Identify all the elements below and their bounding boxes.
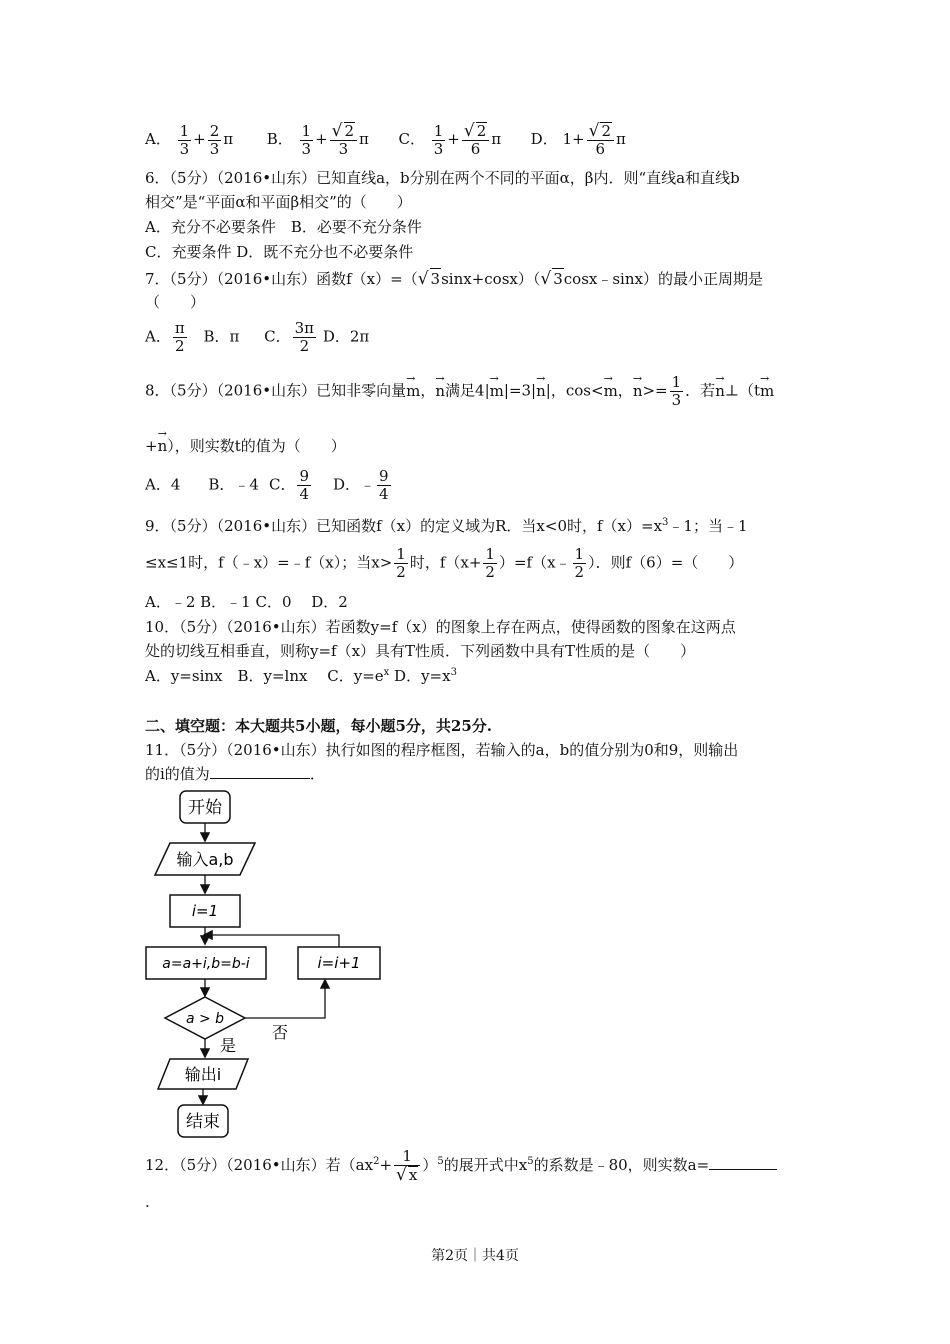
flowchart-condition-label: a > b [185,1011,225,1027]
fraction: $\frac{1}{3}$ [179,121,190,158]
q6-options-cd: C．充要条件 D．既不充分也不必要条件 [145,243,414,261]
q7-paren: （ ） [145,293,206,311]
flowchart-increment-label: i=i+1 [317,954,361,972]
q12-line1: 12．（5分）（2016•山东）若（$ax^2+$ $\frac{1}{√ x}$ ）$^5$的展开式中$x^5$的系数是﹣80，则实数a= [145,1148,777,1184]
q11-line2: 的i的值为 ． [145,765,325,783]
q8-options: A．4 B．﹣4 C． $\frac{9}{4}$ D．﹣ $\frac{9}{4}$ [145,467,389,503]
q7-line1: 7．（5分）（2016•山东）函数f（x）=（√ 3sinx+cosx）（√ 3cosx﹣sinx）的最小正周期是 [145,269,763,289]
sqrt-fraction: $\frac{√ 2}{6}$ [462,122,489,158]
flowchart-init-label: i=1 [191,902,219,920]
section-heading: 二、填空题：本大题共5小题，每小题5分，共25分. [145,717,492,735]
q9-line2: ≤x≤1时，f（﹣x）=﹣f（x）；当x> $\frac{1}{2}$ 时，f（x+ $\frac{1}{2}$ ）=f（x﹣ $\frac{1}{2}$ ）．则f（6）=（ ） [145,545,744,581]
q12-dot: . [145,1193,150,1211]
q8-line2: +→ n），则实数t的值为（ ） [145,430,346,456]
fraction: $\frac{1}{3}$ [433,121,444,158]
flowchart-start-label: 开始 [188,798,222,818]
q7-options: A． $\frac{\pi}{2}$ B．π C． $\frac{3\pi}{2}$ D．2π [145,319,370,355]
flowchart-output-label: 输出i [184,1065,222,1084]
answer-blank[interactable] [210,764,310,779]
flowchart-no-label: 否 [272,1023,289,1042]
sqrt-fraction: $\frac{√ 2}{3}$ [330,122,357,158]
q8-line1: 8．（5分）（2016•山东）已知非零向量→ m，→ n满足4|→ m|=3|→ n|，cos<→ m，→ n>= $\frac{1}{3}$ ．若→ n⊥（t→ m [145,374,774,409]
flowchart-yes-label: 是 [220,1036,237,1055]
flowchart-end-label: 结束 [186,1112,220,1132]
answer-blank[interactable] [709,1155,777,1170]
flowchart [140,785,400,1145]
q10-line1: 10．（5分）（2016•山东）若函数y=f（x）的图象上存在两点，使得函数的图象在这两点 [145,618,736,636]
q9-line1: 9．（5分）（2016•山东）已知函数f（x）的定义域为R．当x<0时，$f(x)=x^3﹣1$；当﹣1 [145,517,748,535]
q6-options-ab: A．充分不必要条件 B．必要不充分条件 [145,218,422,236]
q6-line2: 相交”是“平面α和平面β相交”的（ ） [145,193,412,211]
flowchart-no-arrow [245,981,325,1018]
fraction: $\frac{2}{3}$ [209,121,220,158]
q10-options: A．y=sinx B．y=lnx C．$y=e^x$ D．$y=x^3$ [145,667,457,685]
sqrt-fraction: $\frac{√ 2}{6}$ [587,122,614,158]
option-d-label: D． [530,130,558,148]
flowchart-input-label: 输入a,b [176,850,234,869]
flowchart-loop-arrow [205,935,339,947]
q5-options: A． $\frac{1}{3}$ + $\frac{2}{3}$ π B． $\frac{1}{3}$ + $\frac{√ 2}{3}$ π C． $\frac{1}{3}$ + $\frac{√ 2}{6}$ π D． 1+ $\frac{√ 2}{6}$ π [145,121,626,158]
q10-line2: 处的切线互相垂直，则称y=f（x）具有T性质．下列函数中具有T性质的是（ ） [145,642,696,660]
page-footer: 第2页｜共4页 [431,1248,519,1264]
flowchart-update-label: a=a+i,b=b-i [162,956,250,972]
q11-line1: 11．（5分）（2016•山东）执行如图的程序框图，若输入的a，b的值分别为0和9，则输出 [145,741,739,759]
option-c-label: C． [398,130,425,148]
q6-line1: 6．（5分）（2016•山东）已知直线a，b分别在两个不同的平面α，β内．则“直线a和直线b [145,169,740,187]
option-b-label: B． [266,130,293,148]
q9-options: A．﹣2 B．﹣1 C．0 D．2 [145,593,348,611]
option-a-label: A． [145,130,171,148]
fraction: $\frac{1}{3}$ [301,121,312,158]
